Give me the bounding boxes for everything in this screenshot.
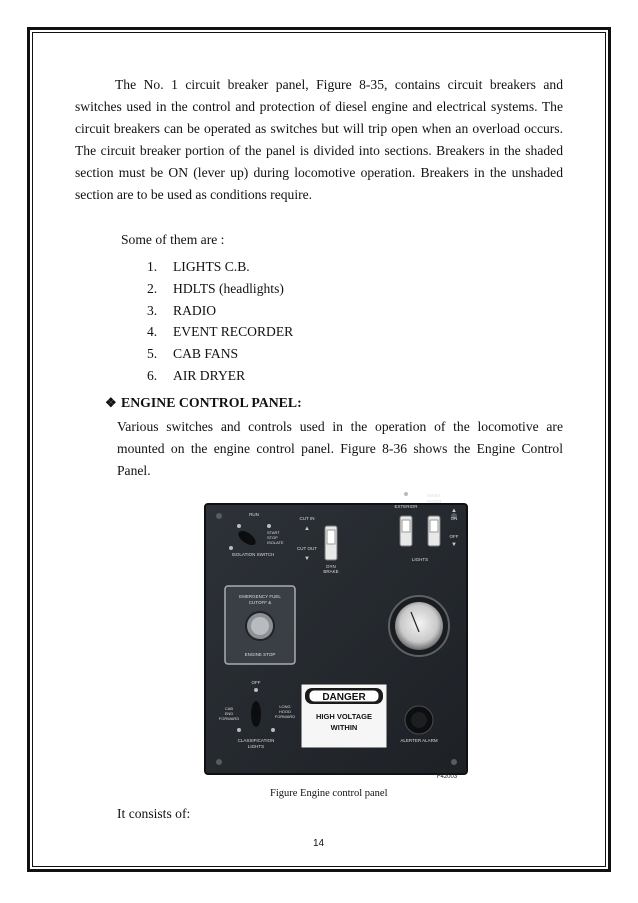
figure-code: F42003 <box>436 774 458 780</box>
forward-label: FORWARD <box>274 714 296 719</box>
start-label: START <box>267 530 280 535</box>
down-arrow-icon: ▼ <box>304 556 310 562</box>
paragraph-text: Various switches and controls used in the operation of the locomotive are mounted on the engine control panel. Figure 8-36 shows the Engine Control Panel. <box>117 419 563 478</box>
screw-icon <box>451 759 457 765</box>
engine-control-panel-photo <box>199 474 473 781</box>
up-arrow-icon: ▲ <box>304 526 310 532</box>
on-label: ON <box>450 516 458 521</box>
indicator-dot <box>229 546 233 550</box>
dyn-brake-toggle <box>327 530 335 544</box>
high-voltage-label: HIGH VOLTAGE <box>316 712 372 721</box>
long-label: LONG <box>279 704 291 709</box>
hood-label: HOOD <box>279 709 291 714</box>
indicator-dot <box>271 728 275 732</box>
indicator-dot <box>254 688 258 692</box>
list-item: 1. LIGHTS C.B. <box>147 259 250 274</box>
isolation-switch-label: ISOLATION SWITCH <box>231 552 275 557</box>
brake-label: BRAKE <box>323 569 339 574</box>
run-label: RUN <box>249 512 259 517</box>
off-label: OFF <box>449 534 459 539</box>
forward-label: FORWARD <box>218 716 240 721</box>
isolate-label: ISOLATE <box>267 540 284 545</box>
screw-icon <box>216 513 222 519</box>
list-item: 5. CAB FANS <box>147 346 239 362</box>
screw-icon <box>216 759 222 765</box>
intro-paragraph <box>75 74 563 206</box>
stop-label: STOP <box>267 535 278 540</box>
down-arrow-icon: ▼ <box>451 542 457 548</box>
diamond-bullet-icon: ❖ <box>105 395 117 410</box>
paragraph-text: The No. 1 circuit breaker panel, Figure 8-35, contains circuit breakers and switches used in the control and protection of diesel engine and electrical systems. The circuit breakers can be operated as switches but will trip open when an overload occurs. The circuit breaker portion of the panel is divided into sections. Breakers in the shaded section must be ON (lever up) during locomotive operation. Breakers in the unshaded section are to be used as conditions require. <box>75 77 563 202</box>
emergency-fuel-label: EMERGENCY FUEL <box>239 594 281 599</box>
danger-label: DANGER <box>322 692 366 703</box>
lights-label: LIGHTS <box>411 557 429 562</box>
alerter-alarm-label: ALERTER ALARM <box>400 738 438 743</box>
classification-switch-knob <box>251 701 261 727</box>
within-label: WITHIN <box>330 723 358 732</box>
maint-label: MAINT <box>427 493 441 498</box>
indicator-dot <box>267 524 271 528</box>
gauge-face <box>395 602 443 650</box>
engine-panel-paragraph <box>117 416 563 481</box>
class-off-label: OFF <box>251 680 261 685</box>
cutoff-label: CUTOFF & <box>248 600 272 605</box>
classification-label: CLASSIFICATION <box>237 738 275 743</box>
engine-stop-label: ENGINE STOP <box>244 652 276 657</box>
list-item: 6. AIR DRYER <box>147 367 246 383</box>
breaker-list <box>147 256 293 387</box>
up-arrow-icon: ▲ <box>451 508 457 514</box>
figure-caption: Figure Engine control panel <box>270 788 388 799</box>
some-of-them-label: Some of them are : <box>121 232 225 247</box>
end-label: END <box>224 711 234 716</box>
room-label: ROOM <box>427 499 441 504</box>
cab-label: CAB <box>224 706 234 711</box>
page-number: 14 <box>313 838 325 849</box>
cut-out-label: CUT OUT <box>297 546 317 551</box>
list-item: 2. HDLTS (headlights) <box>147 280 284 296</box>
list-item: 4. EVENT RECORDER <box>147 324 294 340</box>
dyn-label: DYN <box>326 564 336 569</box>
classification-lights-label: LIGHTS <box>247 744 265 749</box>
indicator-dot <box>237 524 241 528</box>
consists-label: It consists of: <box>117 806 191 821</box>
section-heading: ❖ ENGINE CONTROL PANEL: <box>105 395 302 410</box>
indicator-dot <box>404 492 408 496</box>
cut-in-label: CUT IN <box>299 516 315 521</box>
list-item: 3. RADIO <box>147 302 217 318</box>
indicator-dot <box>237 728 241 732</box>
exterior-label: EXTERIOR <box>394 504 418 509</box>
